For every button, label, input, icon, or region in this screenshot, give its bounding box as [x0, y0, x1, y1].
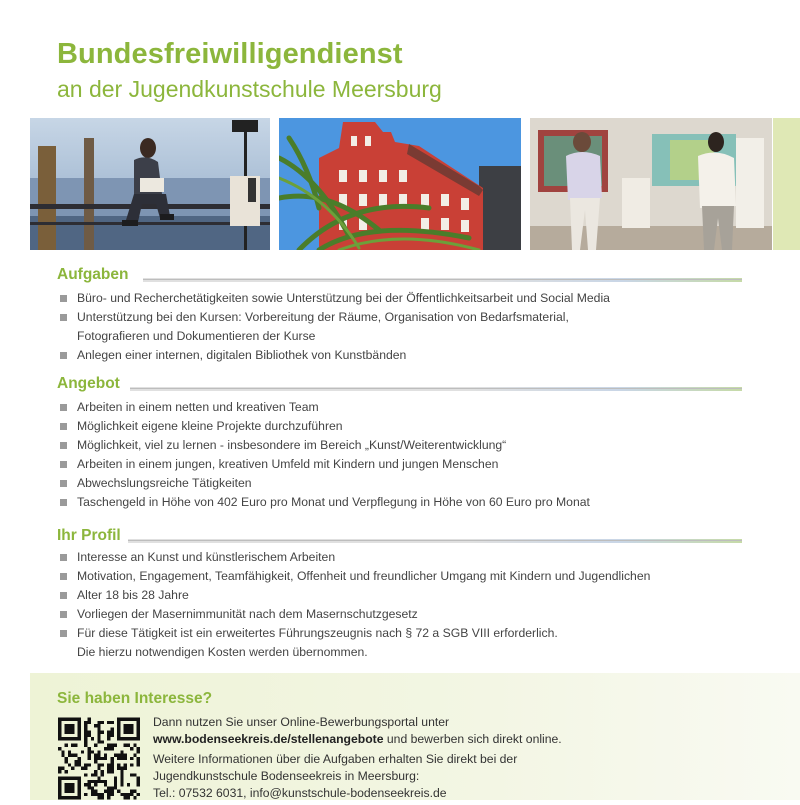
photo-person-on-railing: [30, 118, 270, 250]
list-item: Abwechslungsreiche Tätigkeiten: [60, 474, 760, 493]
contact-text: [153, 714, 562, 802]
list-item: Möglichkeit, viel zu lernen - insbesondere im Bereich „Kunst/Weiterentwicklung“: [60, 436, 760, 455]
section-heading-ihr-profil: Ihr Profil: [57, 527, 121, 544]
contact-line: Jugendkunstschule Bodenseekreis in Meersburg:: [153, 769, 420, 783]
section-heading-aufgaben: Aufgaben: [57, 266, 129, 283]
section-divider: [128, 539, 742, 543]
bullet-icon: [60, 295, 67, 302]
list-item: Büro- und Recherchetätigkeiten sowie Unterstützung bei der Öffentlichkeitsarbeit und Social Media: [60, 289, 760, 308]
photo-painting-studio: [530, 118, 772, 250]
page-subtitle: an der Jugendkunstschule Meersburg: [57, 76, 442, 102]
bullet-icon: [60, 314, 67, 321]
contact-line: Weitere Informationen über die Aufgaben erhalten Sie direkt bei der: [153, 752, 518, 766]
bullet-icon: [60, 442, 67, 449]
bullet-icon: [60, 573, 67, 580]
list-item: Anlegen einer internen, digitalen Bibliothek von Kunstbänden: [60, 346, 760, 365]
bullet-icon: [60, 554, 67, 561]
photo-strip: [30, 118, 800, 250]
bullet-icon: [60, 352, 67, 359]
section-divider: [143, 278, 742, 282]
decorative-green-bar: [773, 118, 800, 250]
list-item: Unterstützung bei den Kursen: Vorbereitung der Räume, Organisation von Bedarfsmaterial, Fotografieren und Dokumentieren der Kurse: [60, 308, 760, 346]
list-ihr-profil: [60, 548, 760, 662]
photo-red-building-palm: [279, 118, 521, 250]
portal-link[interactable]: www.bodenseekreis.de/stellenangebote: [153, 732, 384, 746]
bullet-icon: [60, 480, 67, 487]
qr-code-icon[interactable]: [58, 717, 140, 800]
list-item: Arbeiten in einem jungen, kreativen Umfeld mit Kindern und jungen Menschen: [60, 455, 760, 474]
bullet-icon: [60, 630, 67, 637]
contact-line: www.bodenseekreis.de/stellenangebote und bewerben sich direkt online.: [153, 732, 562, 746]
contact-paragraph-portal: [153, 714, 562, 748]
list-angebot: [60, 398, 760, 512]
list-item: Alter 18 bis 28 Jahre: [60, 586, 760, 605]
bullet-icon: [60, 592, 67, 599]
list-item: Interesse an Kunst und künstlerischem Arbeiten: [60, 548, 760, 567]
bullet-icon: [60, 423, 67, 430]
bullet-icon: [60, 611, 67, 618]
list-item: Für diese Tätigkeit ist ein erweitertes Führungszeugnis nach § 72 a SGB VIII erforderlich. Die hierzu notwendigen Kosten werden übernommen.: [60, 624, 760, 662]
list-item: Vorliegen der Masernimmunität nach dem Masernschutzgesetz: [60, 605, 760, 624]
contact-line: Tel.: 07532 6031, info@kunstschule-bodenseekreis.de: [153, 786, 447, 800]
list-item: Taschengeld in Höhe von 402 Euro pro Monat und Verpflegung in Höhe von 60 Euro pro Monat: [60, 493, 760, 512]
bullet-icon: [60, 404, 67, 411]
section-divider: [130, 387, 742, 391]
list-item: Möglichkeit eigene kleine Projekte durchzuführen: [60, 417, 760, 436]
bullet-icon: [60, 499, 67, 506]
list-aufgaben: [60, 289, 760, 365]
interest-heading: Sie haben Interesse?: [57, 690, 213, 707]
list-item: Motivation, Engagement, Teamfähigkeit, Offenheit und freundlicher Umgang mit Kindern und Jugendlichen: [60, 567, 760, 586]
list-item: Arbeiten in einem netten und kreativen Team: [60, 398, 760, 417]
page-title: Bundesfreiwilligendienst: [57, 38, 403, 70]
section-heading-angebot: Angebot: [57, 375, 120, 392]
contact-line: Dann nutzen Sie unser Online-Bewerbungsportal unter: [153, 715, 450, 729]
bullet-icon: [60, 461, 67, 468]
